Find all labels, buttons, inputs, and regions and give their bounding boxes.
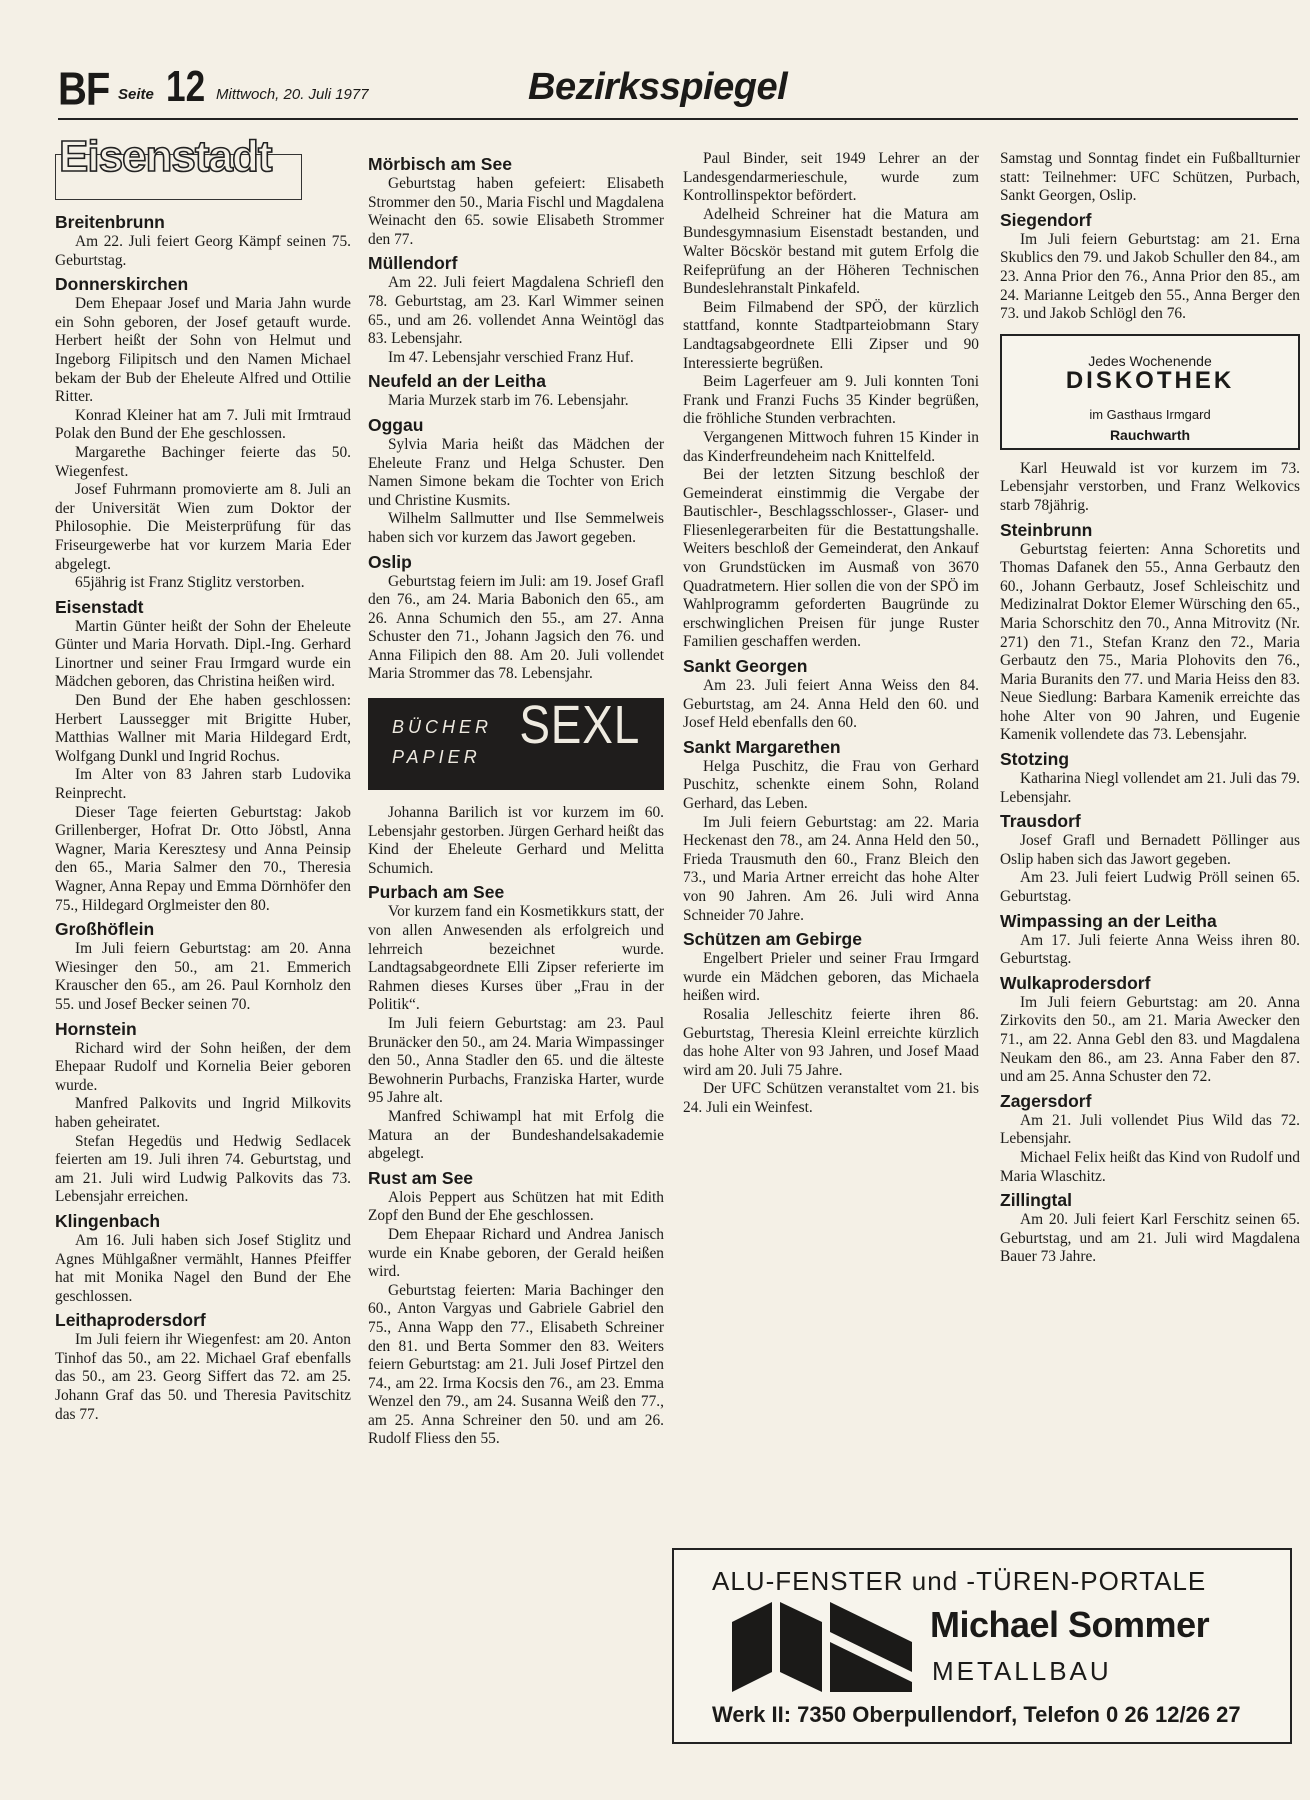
region-title: Eisenstadt (59, 132, 272, 181)
place-heading: Sankt Georgen (683, 656, 808, 677)
place-heading: Wulkaprodersdorf (1000, 972, 1151, 993)
article-paragraph: Katharina Niegl vollendet am 21. Juli das 79. Lebensjahr. (1000, 770, 1300, 806)
masthead-section-title: Bezirksspiegel (528, 66, 788, 108)
ad-sexl-line2: PAPIER (392, 747, 481, 768)
region-header (55, 132, 351, 208)
ad-diskothek-name: DISKOTHEK (1065, 366, 1235, 394)
article-paragraph: Helga Puschitz, die Frau von Gerhard Puschitz, schenkte einem Sohn, Roland Gerhard, das Leben. (683, 757, 979, 812)
article-paragraph: Michael Felix heißt das Kind von Rudolf und Maria Wlaschitz. (1000, 1148, 1300, 1185)
place-heading: Müllendorf (368, 253, 458, 274)
article-paragraph: Beim Lagerfeuer am 9. Juli konnten Toni Frank und Franzi Fuchs 35 Kinder begrüßen, die fröhliche Stunden verbrachten. (683, 373, 979, 428)
masthead-page-number: 12 (166, 62, 206, 111)
column-3 (683, 150, 979, 1118)
article-paragraph: Im Juli feiern Geburtstag: am 22. Maria Heckenast den 78., am 24. Anna Held den 50., Frieda Trausmuth den 60., Franz Bleich den 73., und Maria Artner erreicht das hohe Alter von 90 Jahren. Am 26. Juli wird Anna Schneider 70 Jahre. (683, 813, 979, 924)
article-paragraph: Margarethe Bachinger feierte das 50. Wiegenfest. (55, 443, 351, 480)
article-paragraph: Den Bund der Ehe haben geschlossen: Herbert Laussegger mit Brigitte Huber, Matthias Wallner mit Maria Hildegard Erdt, Wolfgang Dunkl und Ingrid Rochus. (55, 692, 351, 765)
article-paragraph: Dem Ehepaar Josef und Maria Jahn wurde ein Sohn geboren, der Josef getauft wurde. Herbert heißt der Sohn von Helmut und Ingeborg Filipitsch und den Namen Michael bekam der Bub der Eheleute Alfred und Ottilie Ritter. (55, 295, 351, 406)
column-4 (1000, 150, 1300, 1267)
article-paragraph: Karl Heuwald ist vor kurzem im 73. Lebensjahr verstorben, und Franz Welkovics starb 78jährig. (1000, 459, 1300, 514)
article-paragraph: Im Alter von 83 Jahren starb Ludovika Reinprecht. (55, 766, 351, 803)
article-paragraph: Vor kurzem fand ein Kosmetikkurs statt, der von allen Anwesenden als erfolgreich und lehrreich bezeichnet wurde. Landtagsabgeordnete Elli Zipser referierte im Rahmen dieses Kurses über „Frau in der Politik“. (368, 903, 664, 1014)
place-heading: Stotzing (1000, 749, 1070, 770)
article-paragraph: Am 16. Juli haben sich Josef Stiglitz und Agnes Mühlgaßner vermählt, Hannes Pfeiffer hat mit Monika Nagel den Bund der Ehe geschlossen. (55, 1231, 351, 1305)
article-paragraph: Rosalia Jelleschitz feierte ihren 86. Geburtstag, Theresia Kleinl erreichte kürzlich das hohe Alter von 93 Jahren, und Josef Maad wird am 20. Juli 75 Jahre. (683, 1005, 979, 1079)
article-paragraph: Paul Binder, seit 1949 Lehrer an der Landesgendarmerieschule, wurde zum Kontrollinspektor befördert. (683, 150, 979, 205)
place-heading: Zillingtal (1000, 1190, 1072, 1211)
place-heading: Donnerskirchen (55, 274, 189, 295)
article-paragraph: 65jährig ist Franz Stiglitz verstorben. (75, 574, 305, 592)
ad-sommer-trade: METALLBAU (932, 1656, 1112, 1686)
article-paragraph: Vergangenen Mittwoch fuhren 15 Kinder in das Kinderfreundeheim nach Knittelfeld. (683, 428, 979, 465)
article-paragraph: Samstag und Sonntag findet ein Fußballturnier statt: Teilnehmer: UFC Schützen, Purbach, Sankt Georgen, Oslip. (1000, 150, 1300, 205)
article-paragraph: Beim Filmabend der SPÖ, der kürzlich stattfand, konnte Stadtparteiobmann Stary Landtagsabgeordnete Elli Zipser und 90 Interessierte begrüßen. (683, 298, 979, 372)
ad-sexl (368, 695, 664, 790)
article-paragraph: Am 22. Juli feiert Georg Kämpf seinen 75. Geburtstag. (55, 233, 351, 269)
masthead (58, 64, 1298, 124)
column-3-articles (683, 150, 979, 1118)
ad-diskothek-place: im Gasthaus Irmgard (1089, 406, 1211, 422)
article-paragraph: Dieser Tage feierten Geburtstag: Jakob Grillenberger, Hofrat Dr. Otto Jöbstl, Anna Wagner, Maria Keresztesy und Anna Peinsip den 65., Maria Salmer den 70., Theresia Wagner, Anna Repay und Emma Dörnhöfer den 75., Hildegard Orglmeister den 80. (55, 803, 351, 914)
ad-sommer-logo-icon (732, 1602, 912, 1692)
ad-sexl-line1: BÜCHER (392, 717, 493, 738)
article-paragraph: Bei der letzten Sitzung beschloß der Gemeinderat einstimmig die Vergabe der Bautischler-, Beschlagsschlosser-, Glaser- und Fliesenlegerarbeiten für die Bestattungshalle. Weiters beschloß der Gemeinderat, den Ankauf von Grundstücken im Ausmaß von 3670 Quadratmetern. Hier sollen die von der SPÖ im Wahlprogramm geforderten Baugründe zu erschwinglichen Preisen für junge Ruster Familien geschaffen werden. (683, 466, 979, 651)
article-paragraph: Am 17. Juli feierte Anna Weiss ihren 80. Geburtstag. (1000, 931, 1300, 968)
masthead-date: Mittwoch, 20. Juli 1977 (216, 86, 369, 103)
column-1 (55, 132, 351, 1424)
article-paragraph: Im Juli feiern Geburtstag: am 20. Anna Wiesinger den 50., am 21. Emmerich Krauscher den 65., am 26. Paul Kornholz den 55. und Josef Becker seinen 70. (55, 940, 351, 1013)
ad-sommer-name: Michael Sommer (930, 1604, 1210, 1645)
masthead-logo: BF (58, 64, 110, 115)
column-4-articles-bottom (1000, 460, 1300, 1267)
ad-sexl-name: SEXL (519, 695, 640, 756)
place-heading: Rust am See (368, 1167, 474, 1188)
place-heading: Breitenbrunn (55, 212, 165, 232)
place-heading: Purbach am See (368, 882, 505, 903)
article-paragraph: Im Juli feiern Geburtstag: am 23. Paul Brunäcker den 50., am 24. Maria Wimpassinger den 50., Anna Stadler den 65. und die älteste Bewohnerin Purbachs, Franziska Harter, wurde 95 Jahre alt. (368, 1015, 664, 1107)
place-heading: Mörbisch am See (368, 154, 512, 174)
place-heading: Klingenbach (55, 1210, 161, 1231)
ad-sommer-address: Werk II: 7350 Oberpullendorf, Telefon 0 26 12/26 27 (712, 1702, 1241, 1727)
article-paragraph: Adelheid Schreiner hat die Matura am Bundesgymnasium Eisenstadt bestanden, und Walter Böcskör bestand mit gutem Erfolg die Reifeprüfung an der Höheren Technischen Bundeslehranstalt Pinkafeld. (683, 205, 979, 298)
masthead-page-label: Seite (118, 86, 154, 103)
place-heading: Oslip (368, 551, 412, 572)
place-heading: Trausdorf (1000, 811, 1081, 832)
article-paragraph: Wilhelm Sallmutter und Ilse Semmelweis haben sich vor kurzem das Jawort gegeben. (368, 510, 664, 546)
ad-diskothek (1000, 334, 1300, 450)
article-paragraph: Am 21. Juli vollendet Pius Wild das 72. Lebensjahr. (1000, 1111, 1300, 1148)
place-heading: Oggau (368, 414, 424, 435)
article-paragraph: Josef Fuhrmann promovierte am 8. Juli an der Universität Wien zum Doktor der Philosophie. Die Meisterprüfung für das Friseurgewerbe hat vor kurzem Maria Eder abgelegt. (55, 481, 351, 573)
column-2 (368, 150, 664, 1449)
article-paragraph: Richard wird der Sohn heißen, der dem Ehepaar Rudolf und Kornelia Beier geboren wurde. (55, 1039, 351, 1094)
article-paragraph: Geburtstag haben gefeiert: Elisabeth Strommer den 50., Maria Fischl und Magdalena Weinacht den 65. sowie Elisabeth Strommer den 77. (368, 175, 664, 248)
article-paragraph: Am 22. Juli feiert Magdalena Schriefl den 78. Geburtstag, am 23. Karl Wimmer seinen 65., und am 26. vollendet Anna Weintögl das 83. Lebensjahr. (368, 274, 664, 348)
article-paragraph: Im 47. Lebensjahr verschied Franz Huf. (388, 348, 634, 366)
article-paragraph: Alois Peppert aus Schützen hat mit Edith Zopf den Bund der Ehe geschlossen. (368, 1188, 664, 1225)
column-4-articles-top (1000, 150, 1300, 324)
place-heading: Großhöflein (55, 919, 155, 940)
article-paragraph: Martin Günter heißt der Sohn der Eheleute Günter und Maria Horvath. Dipl.-Ing. Gerhard Linortner und seiner Frau Irmgard wurde ein Mädchen geboren, das Christina heißen wird. (55, 617, 351, 691)
place-heading: Wimpassing an der Leitha (1000, 910, 1217, 931)
place-heading: Leithaprodersdorf (55, 1310, 206, 1331)
article-paragraph: Geburtstag feierten: Maria Bachinger den 60., Anton Vargyas und Gabriele Gabriel den 75., Anna Wapp den 77., Elisabeth Schreiner den 81. und Berta Sommer den 83. Weiters feiern Geburtstag: am 21. Juli Josef Pirtzel den 74., am 22. Irma Kocsis den 76., am 23. Emma Wenzel den 79., am 24. Susanna Weiß den 77., am 25. Anna Schreiner den 50. und am 26. Rudolf Fliess den 55. (368, 1281, 664, 1448)
ad-diskothek-top: Jedes Wochenende (1088, 352, 1212, 369)
place-heading: Siegendorf (1000, 209, 1092, 230)
place-heading: Zagersdorf (1000, 1090, 1092, 1111)
column-2-articles-top (368, 153, 664, 684)
article-paragraph: Sylvia Maria heißt das Mädchen der Eheleute Franz und Helga Schuster. Den Namen Simone bekam die Tochter von Erich und Christine Kusmits. (368, 435, 664, 509)
article-paragraph: Stefan Hegedüs und Hedwig Sedlacek feierten am 19. Juli ihren 74. Geburtstag, und am 21. Juli wird Ludwig Palkovits das 73. Lebensjahr erreichen. (55, 1132, 351, 1206)
article-paragraph: Manfred Schiwampl hat mit Erfolg die Matura an der Bundeshandelsakademie abgelegt. (368, 1107, 664, 1163)
article-paragraph: Engelbert Prieler und seiner Frau Irmgard wurde ein Mädchen geboren, das Michaela heißen wird. (683, 950, 979, 1005)
article-paragraph: Am 23. Juli feiert Anna Weiss den 84. Geburtstag, am 24. Anna Held den 60. und Josef Held ebenfalls den 60. (683, 677, 979, 732)
ad-michael-sommer (672, 1548, 1292, 1744)
article-paragraph: Der UFC Schützen veranstaltet vom 21. bis 24. Juli ein Weinfest. (683, 1080, 979, 1116)
article-paragraph: Im Juli feiern Geburtstag: am 21. Erna Skublics den 79. und Jakob Schuller den 84., am 23. Anna Prior den 76., Anna Prior den 85., am 24. Marianne Leitgeb den 55., Anna Berger den 73. und Jakob Schlögl den 76. (1000, 230, 1300, 323)
ad-diskothek-town: Rauchwarth (1109, 426, 1191, 443)
column-2-articles-bottom (368, 804, 664, 1449)
article-paragraph: Josef Grafl und Bernadett Pöllinger aus Oslip haben sich das Jawort gegeben. (1000, 832, 1300, 868)
place-heading: Schützen am Gebirge (683, 929, 862, 950)
place-heading: Neufeld an der Leitha (368, 371, 546, 392)
place-heading: Sankt Margarethen (683, 736, 841, 757)
column-1-articles (55, 211, 351, 1424)
article-paragraph: Am 23. Juli feiert Ludwig Pröll seinen 65. Geburtstag. (1000, 869, 1300, 906)
article-paragraph: Konrad Kleiner hat am 7. Juli mit Irmtraud Polak den Bund der Ehe geschlossen. (55, 406, 351, 443)
article-paragraph: Manfred Palkovits und Ingrid Milkovits haben geheiratet. (55, 1095, 351, 1131)
ad-sommer-headline: ALU-FENSTER und -TÜREN-PORTALE (712, 1566, 1207, 1596)
article-paragraph: Im Juli feiern ihr Wiegenfest: am 20. Anton Tinhof das 50., am 22. Michael Graf ebenfalls das 50., am 23. Georg Siffert das 72. am 25. Johann Graf das 50. und Theresia Pavitschitz das 77. (55, 1331, 351, 1423)
place-heading: Steinbrunn (1000, 519, 1093, 540)
article-paragraph: Geburtstag feierten: Anna Schoretits und Thomas Dafanek den 55., Anna Gerbautz den 60., Johann Gerbautz, Josef Schleischitz und Medizinalrat Doktor Elemer Würsching den 65., Maria Schorschitz den 70., Anna Mitrovitz (Nr. 271) den 71., Stefan Kranz den 72., Maria Gerbautz den 75., Maria Plohovits den 76., Maria Buranits den 77. und Maria Heiss den 83. Neue Siedlung: Barbara Kamenik erreichte das hohe Alter von 90 Jahren, und Eugenie Kamenik vollendete das 73. Lebensjahr. (1000, 540, 1300, 744)
place-heading: Hornstein (55, 1018, 137, 1039)
place-heading: Eisenstadt (55, 596, 144, 617)
article-paragraph: Dem Ehepaar Richard und Andrea Janisch wurde ein Knabe geboren, der Gerald heißen wird. (368, 1225, 664, 1281)
masthead-rule (58, 118, 1298, 120)
article-paragraph: Geburtstag feiern im Juli: am 19. Josef Grafl den 76., am 24. Maria Babonich den 65., am 26. Anna Schumich den 55., am 27. Anna Schuster den 71., Johann Jagsich den 76. und Anna Filipich den 88. Am 20. Juli vollendet Maria Strommer das 78. Lebensjahr. (368, 572, 664, 683)
article-paragraph: Am 20. Juli feiert Karl Ferschitz seinen 65. Geburtstag, und am 21. Juli wird Magdalena Bauer 73 Jahre. (1000, 1211, 1300, 1266)
article-paragraph: Im Juli feiern Geburtstag: am 20. Anna Zirkovits den 50., am 21. Maria Awecker den 71., am 22. Anna Gebl den 83. und Magdalena Neukam den 86., am 23. Anna Faber den 87. und am 25. Anna Schuster den 72. (1000, 993, 1300, 1086)
article-paragraph: Johanna Barilich ist vor kurzem im 60. Lebensjahr gestorben. Jürgen Gerhard heißt das Kind der Eheleute Gerhard und Melitta Schumich. (368, 804, 664, 877)
article-paragraph: Maria Murzek starb im 76. Lebensjahr. (388, 392, 629, 410)
